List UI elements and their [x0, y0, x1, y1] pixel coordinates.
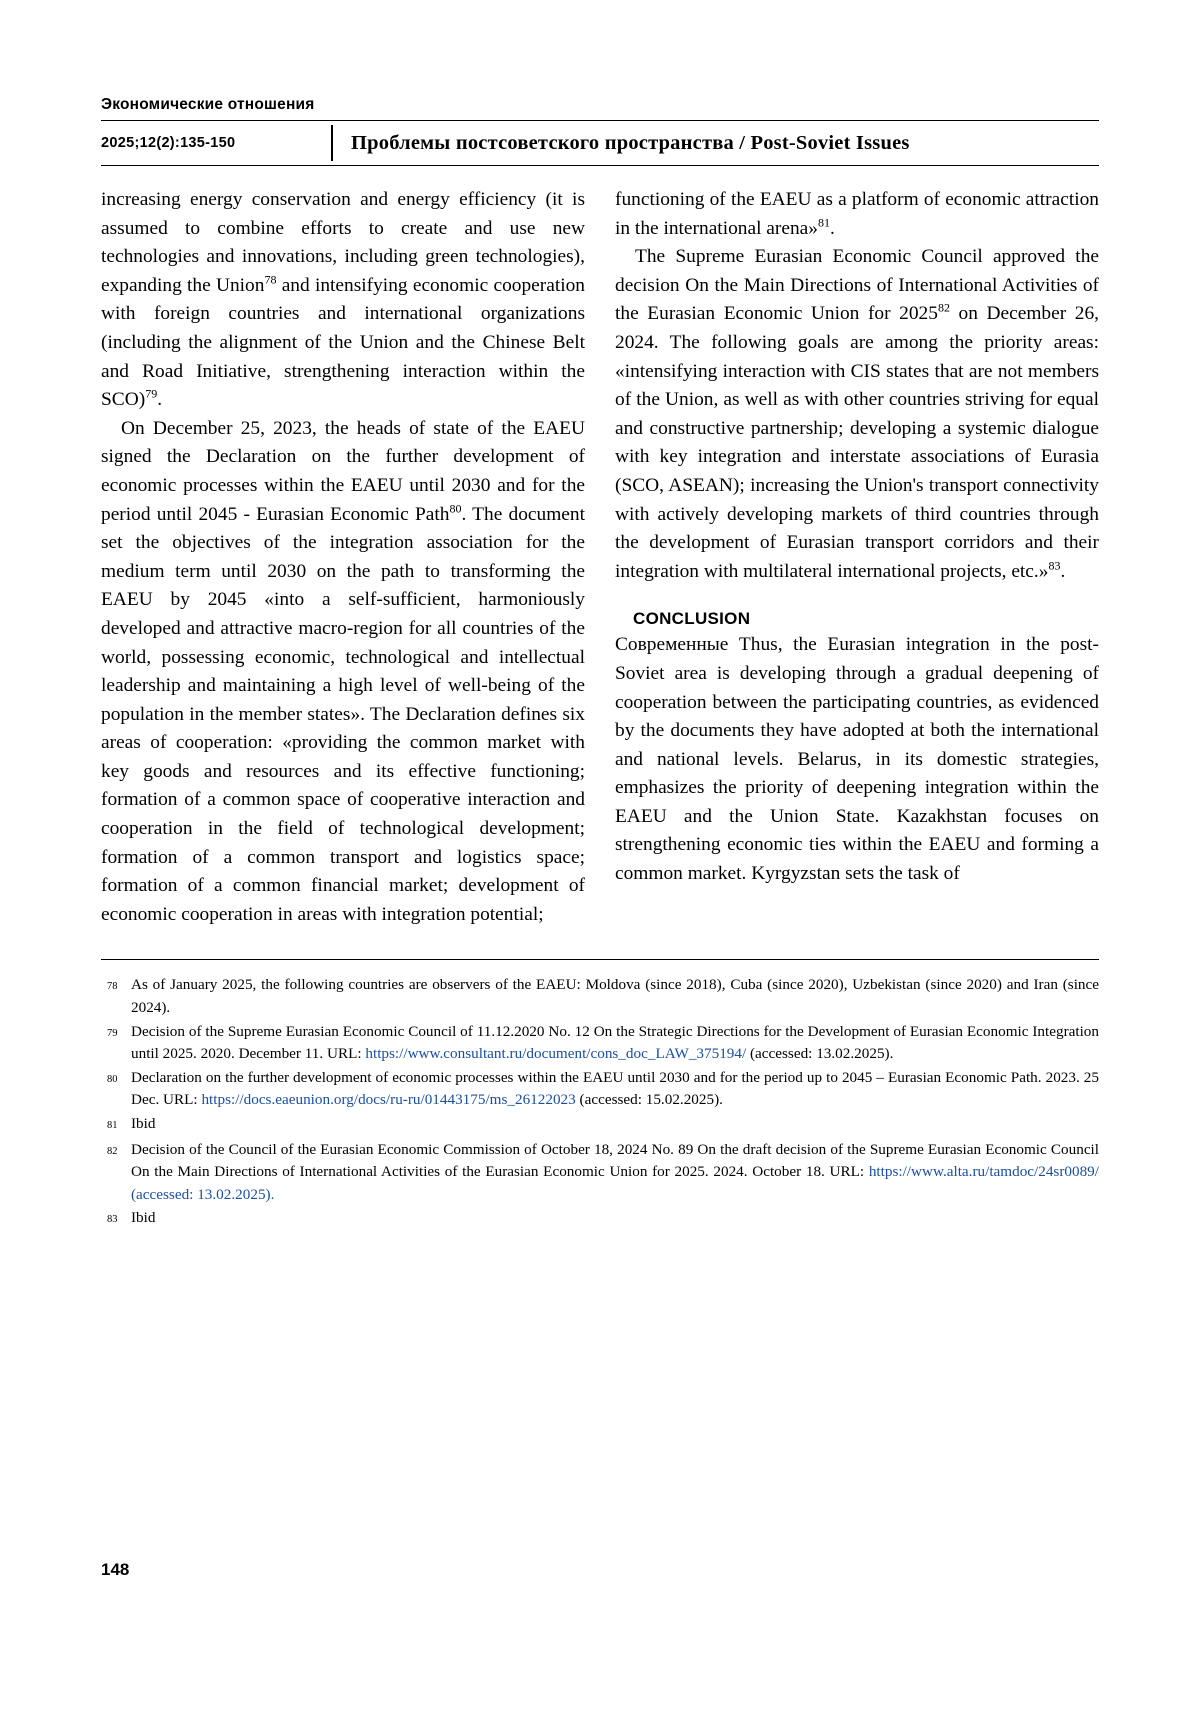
paragraph: On December 25, 2023, the heads of state of the EAEU signed the Declaration on the further development of economic processes within the EAEU until 2030 and for the period until 2045 - Eurasian Economic Path$^{80}$. The document set the objectives of the integration association for the medium term until 2030 on the path to transforming the EAEU by 2045 «into a self-sufficient, harmoniously developed and attractive macro-region for all countries of the world, possessing economic, technological and intellectual leadership and maintaining a high level of well-being of the population in the member states». The Declaration defines six areas of cooperation: «providing the common market with key goods and resources and its effective functioning; formation of a common space of cooperative interaction and cooperation in the field of technological development; formation of a common transport and logistics space; formation of a common financial market; development of economic cooperation in areas with integration potential; [101, 417, 585, 925]
paragraph: Современные Thus, the Eurasian integration in the post-Soviet area is developing through a gradual deepening of cooperation between the participating countries, as evidenced by the documents they have adopted at both the international and national levels. Belarus, in its domestic strategies, emphasizes the priority of deepening integration within the EAEU and the Union State. Kazakhstan focuses on strengthening economic ties within the EAEU and forming a common market. Kyrgyzstan sets the task of [615, 634, 1099, 885]
footnote-item [101, 1113, 1099, 1138]
body-columns [101, 186, 1099, 929]
footnote-number: 82 [107, 1145, 118, 1157]
paragraph: increasing energy conservation and energy efficiency (it is assumed to combine efforts to create and use new technologies and innovations, including green technologies), expanding the Union$^{78}$ and intensifying economic cooperation with foreign countries and international organizations (including the alignment of the Union and the Chinese Belt and Road Initiative, strengthening interaction within the SCO)$^{79}$. [101, 189, 585, 411]
paragraph: The Supreme Eurasian Economic Council approved the decision On the Main Directions of International Activities of the Eurasian Economic Union for 2025$^{82}$ on December 26, 2024. The following goals are among the priority areas: «intensifying interaction with CIS states that are not members of the Union, as well as with other countries striving for equal and constructive partnership; developing a systemic dialogue with key integration and interstate associations of Eurasia (SCO, ASEAN); increasing the Union's transport connectivity with actively developing markets of third countries through the development of Eurasian transport corridors and their integration with multilateral international projects, etc.»$^{83}$. [615, 246, 1099, 582]
footnote-item [101, 1139, 1099, 1207]
footnotes [101, 974, 1099, 1232]
footnote-separator [101, 959, 1099, 960]
footnote-number: 80 [107, 1073, 118, 1085]
footnote-item [101, 1207, 1099, 1232]
section-heading-conclusion: CONCLUSION [633, 609, 751, 629]
footnote-text[interactable]: Decision of the Supreme Eurasian Economic Council of 11.12.2020 No. 12 On the Strategic Directions for the Development of Eurasian Economic Integration until 2025. 2020. December 11. URL: https://www.consultant.ru/document/cons_doc_LAW_375194/ (accessed: 13.02.2025). [131, 1022, 1099, 1063]
running-head: Экономические отношения [101, 96, 315, 113]
footnote-number: 79 [107, 1027, 118, 1039]
header-row [101, 121, 1099, 165]
footnote-number: 83 [107, 1214, 118, 1226]
citation-line: 2025;12(2):135-150 [101, 135, 236, 151]
footnote-text: Ibid [131, 1209, 156, 1227]
journal-title: Проблемы постсоветского пространства / Post-Soviet Issues [351, 131, 910, 154]
footnote-number: 78 [107, 981, 118, 993]
footnote-text[interactable]: Declaration on the further development of economic processes within the EAEU until 2030 and for the period up to 2045 – Eurasian Economic Path. 2023. 25 Dec. URL: https://docs.eaeunion.org/docs/ru-ru/01443175/ms_26122023 (accessed: 15.02.2025). [131, 1068, 1099, 1109]
header-rule-bottom [101, 165, 1099, 166]
footnote-text: Ibid [131, 1115, 156, 1132]
footnote-item [101, 1067, 1099, 1112]
page-content [101, 96, 1099, 1233]
footnote-number: 81 [107, 1120, 118, 1131]
footnote-text[interactable]: Decision of the Council of the Eurasian Economic Commission of October 18, 2024 No. 89 On the draft decision of the Supreme Eurasian Economic Council On the Main Directions of International Activities of the Eurasian Economic Union for 2025. 2024. October 18. URL: https://www.alta.ru/tamdoc/24sr0089/ (accessed: 13.02.2025). [131, 1140, 1099, 1203]
footnote-item [101, 1021, 1099, 1066]
header-divider [331, 125, 333, 161]
column-right [615, 186, 1099, 929]
paragraph: functioning of the EAEU as a platform of economic attraction in the international arena»$^{81}$. [615, 189, 1099, 239]
page-number: 148 [101, 1560, 130, 1579]
footnote-item [101, 974, 1099, 1019]
column-left [101, 186, 585, 929]
footnote-text: As of January 2025, the following countries are observers of the EAEU: Moldova (since 2018), Cuba (since 2020), Uzbekistan (since 2020) and Iran (since 2024). [131, 976, 1099, 1017]
